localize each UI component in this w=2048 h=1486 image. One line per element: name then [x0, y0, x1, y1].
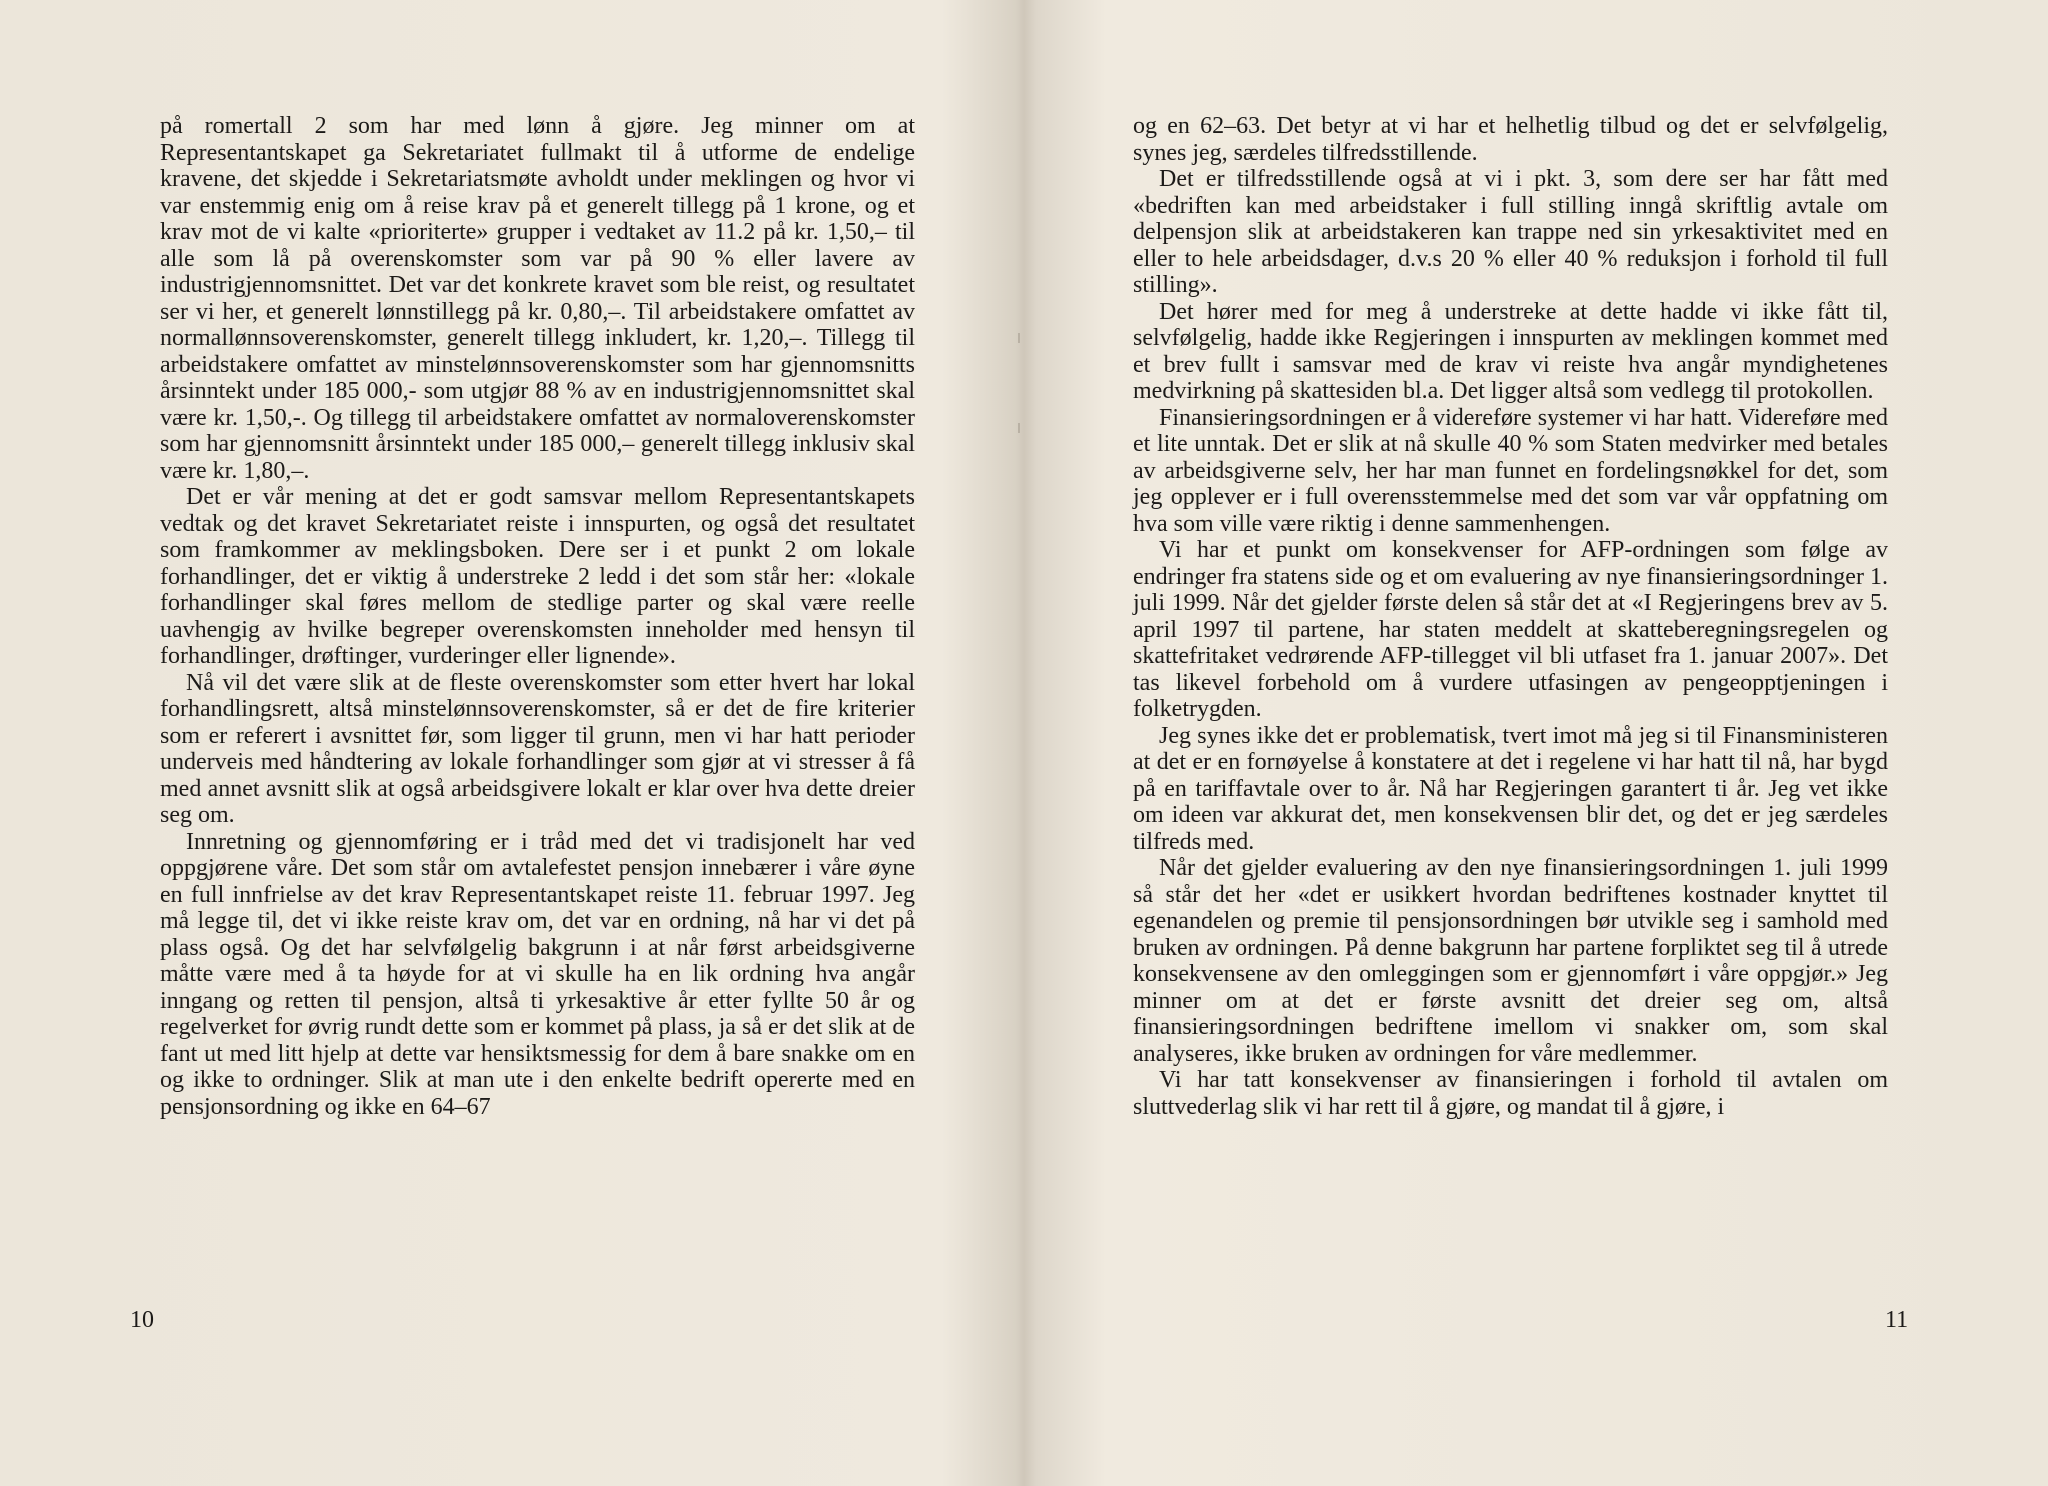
paragraph: Det er vår mening at det er godt samsvar mellom Representantskapets vedtak og det kravet Sekretariatet reiste i innspurten, og også det resultatet som framkommer av meklingsboken. Dere ser i et punkt 2 om lokale forhandlinger, det er viktig å understreke 2 ledd i det som står her: «lokale forhandlinger skal føres mellom de stedlige parter og skal være reelle uavhengig av hvilke begreper overenskomsten inneholder med hensyn til forhandlinger, drøftinger, vurderinger eller lignende».	[160, 484, 915, 669]
paragraph: Finansieringsordningen er å videreføre systemer vi har hatt. Videreføre med et lite unntak. Det er slik at nå skulle 40 % som Staten medvirker med betales av arbeidsgiverne selv, her har man funnet en fordelingsnøkkel for det, som jeg opplever er i full overensstemmelse med det som var vår oppfatning om hva som ville være riktig i denne sammenhengen.	[1133, 404, 1888, 537]
left-page-text	[160, 113, 915, 1120]
page-number: 10	[130, 1307, 154, 1333]
page-number: 11	[1885, 1307, 1909, 1333]
right-page	[1024, 0, 2048, 1486]
paragraph: på romertall 2 som har med lønn å gjøre. Jeg minner om at Representantskapet ga Sekretariatet fullmakt til å utforme de endelige kravene, det skjedde i Sekretariatsmøte avholdt under meklingen og hvor vi var enstemmig enig om å reise krav på et generelt tillegg på 1 krone, og et krav mot de vi kalte «prioriterte» grupper i vedtaket av 11.2 på kr. 1,50,– til alle som lå på overenskomster som var på 90 % eller lavere av industrigjennomsnittet. Det var det konkrete kravet som ble reist, og resultatet ser vi her, et generelt lønnstillegg på kr. 0,80,–. Til arbeidstakere omfattet av normallønnsoverenskomster, generelt tillegg inkludert, kr. 1,20,–. Tillegg til arbeidstakere omfattet av minstelønnsoverenskomster som har gjennomsnitts årsinntekt under 185 000,- som utgjør 88 % av en industrigjennomsnittet skal være kr. 1,50,-. Og tillegg til arbeidstakere omfattet av normaloverenskomster som har gjennomsnitt årsinntekt under 185 000,– generelt tillegg inklusiv skal være kr. 1,80,–.	[160, 113, 915, 484]
paragraph: Innretning og gjennomføring er i tråd med det vi tradisjonelt har ved oppgjørene våre. Det som står om avtalefestet pensjon innebærer i våre øyne en full innfrielse av det krav Representantskapet reiste 11. februar 1997. Jeg må legge til, det vi ikke reiste krav om, det var en ordning, nå har vi det på plass også. Og det har selvfølgelig bakgrunn i at når først arbeidsgiverne måtte være med å ta høyde for at vi skulle ha en lik ordning hva angår inngang og retten til pensjon, altså ti yrkesaktive år etter fyllte 50 år og regelverket for øvrig rundt dette som er kommet på plass, ja så er det slik at de fant ut med litt hjelp at dette var hensiktsmessig for dem å bare snakke om en og ikke to ordninger. Slik at man ute i den enkelte bedrift opererte med en pensjonsordning og ikke en 64–67	[160, 828, 915, 1120]
paragraph: Det er tilfredsstillende også at vi i pkt. 3, som dere ser har fått med «bedriften kan med arbeidstaker i full stilling inngå skriftlig avtale om delpensjon slik at arbeidstakeren kan trappe ned sin yrkesaktivitet med en eller to hele arbeidsdager, d.v.s 20 % eller 40 % reduksjon i forhold til full stilling».	[1133, 166, 1888, 298]
paragraph: Nå vil det være slik at de fleste overenskomster som etter hvert har lokal forhandlingsrett, altså minstelønnsoverenskomster, så er det de fire kriterier som er referert i avsnittet før, som ligger til grunn, men vi har hatt perioder underveis med håndtering av lokale forhandlinger som gjør at vi stresser å få med annet avsnitt slik at også arbeidsgivere lokalt er klar over hva dette dreier seg om.	[160, 669, 915, 828]
paragraph: Jeg synes ikke det er problematisk, tvert imot må jeg si til Finansministeren at det er en fornøyelse å konstatere at det i regelene vi har hatt til nå, har bygd på en tariffavtale over to år. Nå har Regjeringen garantert ti år. Jeg vet ikke om ideen var akkurat det, men konsekvensen blir det, og det er jeg særdeles tilfreds med.	[1133, 722, 1888, 855]
paragraph: Det hører med for meg å understreke at dette hadde vi ikke fått til, selvfølgelig, hadde ikke Regjeringen i innspurten av meklingen kommet med et brev fullt i samsvar med de krav vi reiste hva angår myndighetenes medvirkning på skattesiden bl.a. Det ligger altså som vedlegg til protokollen.	[1133, 298, 1888, 404]
right-page-text	[1133, 113, 1888, 1120]
paragraph: og en 62–63. Det betyr at vi har et helhetlig tilbud og det er selvfølgelig, synes jeg, særdeles tilfredsstillende.	[1133, 113, 1888, 166]
paragraph: Vi har et punkt om konsekvenser for AFP-ordningen som følge av endringer fra statens side og et om evaluering av nye finansieringsordninger 1. juli 1999. Når det gjelder første delen så står det at «I Regjeringens brev av 5. april 1997 til partene, har staten meddelt at skatteberegningsregelen og skattefritaket vedrørende AFP-tillegget vil bli utfaset fra 1. januar 2007». Det tas likevel forbehold om å vurdere utfasingen av pengeopptjeningen i folketrygden.	[1133, 537, 1888, 722]
paragraph: Vi har tatt konsekvenser av finansieringen i forhold til avtalen om sluttvederlag slik vi har rett til å gjøre, og mandat til å gjøre, i	[1133, 1067, 1888, 1120]
paragraph: Når det gjelder evaluering av den nye finansieringsordningen 1. juli 1999 så står det her «det er usikkert hvordan bedriftenes kostnader knyttet til egenandelen og premie til pensjonsordningen bør utvikle seg i samhold med bruken av ordningen. På denne bakgrunn har partene forpliktet seg til å utrede konsekvensene av den omleggingen som er gjennomført i våre oppgjør.» Jeg minner om at det er første avsnitt det dreier seg om, altså finansieringsordningen bedriftene imellom vi snakker om, som skal analyseres, ikke bruken av ordningen for våre medlemmer.	[1133, 855, 1888, 1067]
